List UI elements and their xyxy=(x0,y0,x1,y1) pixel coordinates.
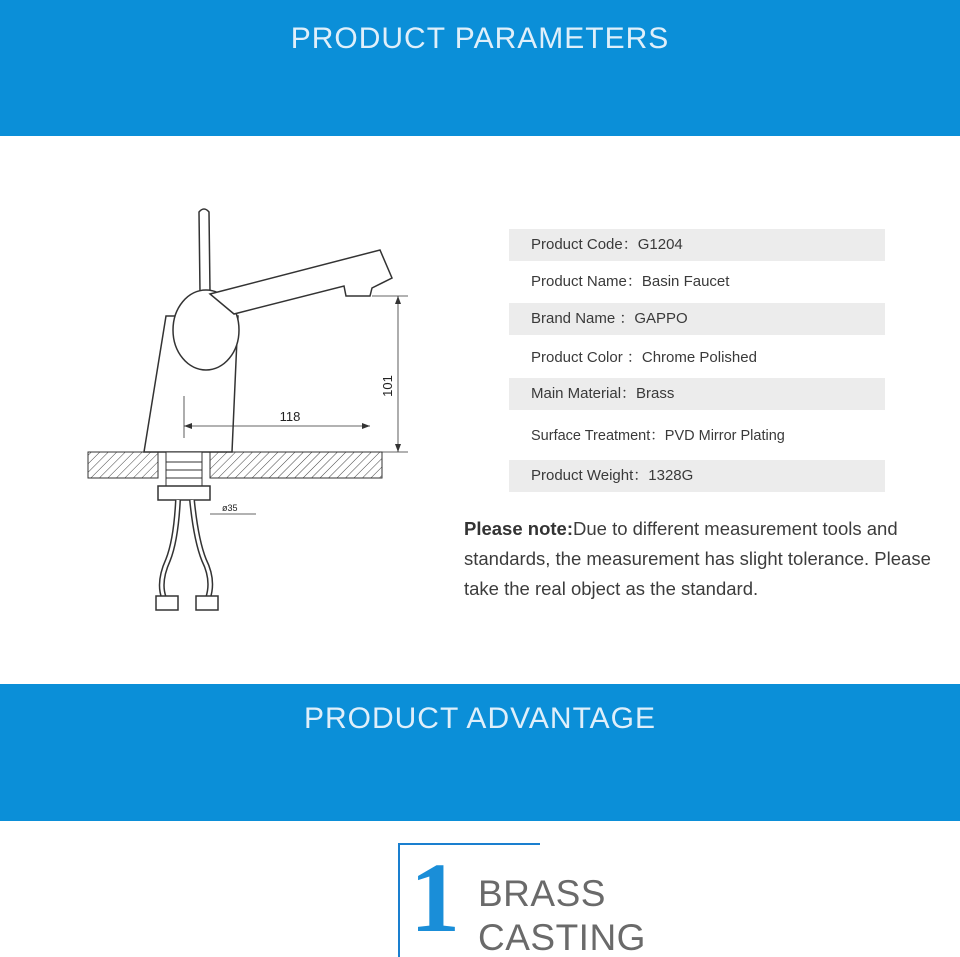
spec-product-weight: Product Weight：1328G xyxy=(509,460,885,492)
height-dimension-label: 101 xyxy=(380,375,395,397)
spec-product-color: Product Color ：Chrome Polished xyxy=(531,349,757,366)
spec-surface-treatment: Surface Treatment：PVD Mirror Plating xyxy=(531,428,785,444)
feature-line-2: CASTING xyxy=(478,917,646,957)
banner-fine-text xyxy=(0,70,960,76)
faucet-spout xyxy=(210,250,392,314)
advantage-title: PRODUCT ADVANTAGE xyxy=(303,702,657,735)
parameters-banner xyxy=(0,0,960,136)
spec-main-material: Main Material：Brass xyxy=(509,378,885,410)
spec-product-name: Product Name：Basin Faucet xyxy=(531,273,730,290)
counter-slab xyxy=(210,452,382,478)
parameters-title: PRODUCT PARAMETERS xyxy=(290,22,670,55)
advantage-banner xyxy=(0,684,960,821)
diameter-label: ø35 xyxy=(222,503,238,513)
spec-brand-name: Brand Name ：GAPPO xyxy=(509,303,885,335)
note-lead: Please note: xyxy=(464,518,573,539)
feature-number: 1 xyxy=(410,842,460,953)
hose-fitting xyxy=(196,596,218,610)
faucet-lever xyxy=(199,209,210,292)
measurement-note xyxy=(464,514,944,604)
note-text: Due to different measurement tools and standards, the measurement has slight tolerance. Please take the real object as the standard. xyxy=(464,518,931,599)
hose-fitting xyxy=(156,596,178,610)
mounting-nut xyxy=(158,486,210,500)
feature-line-1: BRASS xyxy=(478,873,606,914)
width-dimension-label: 118 xyxy=(279,409,301,424)
faucet-dimension-drawing xyxy=(80,200,420,620)
feature-heading xyxy=(478,872,646,957)
spec-product-code: Product Code：G1204 xyxy=(509,229,885,261)
counter-slab xyxy=(88,452,158,478)
